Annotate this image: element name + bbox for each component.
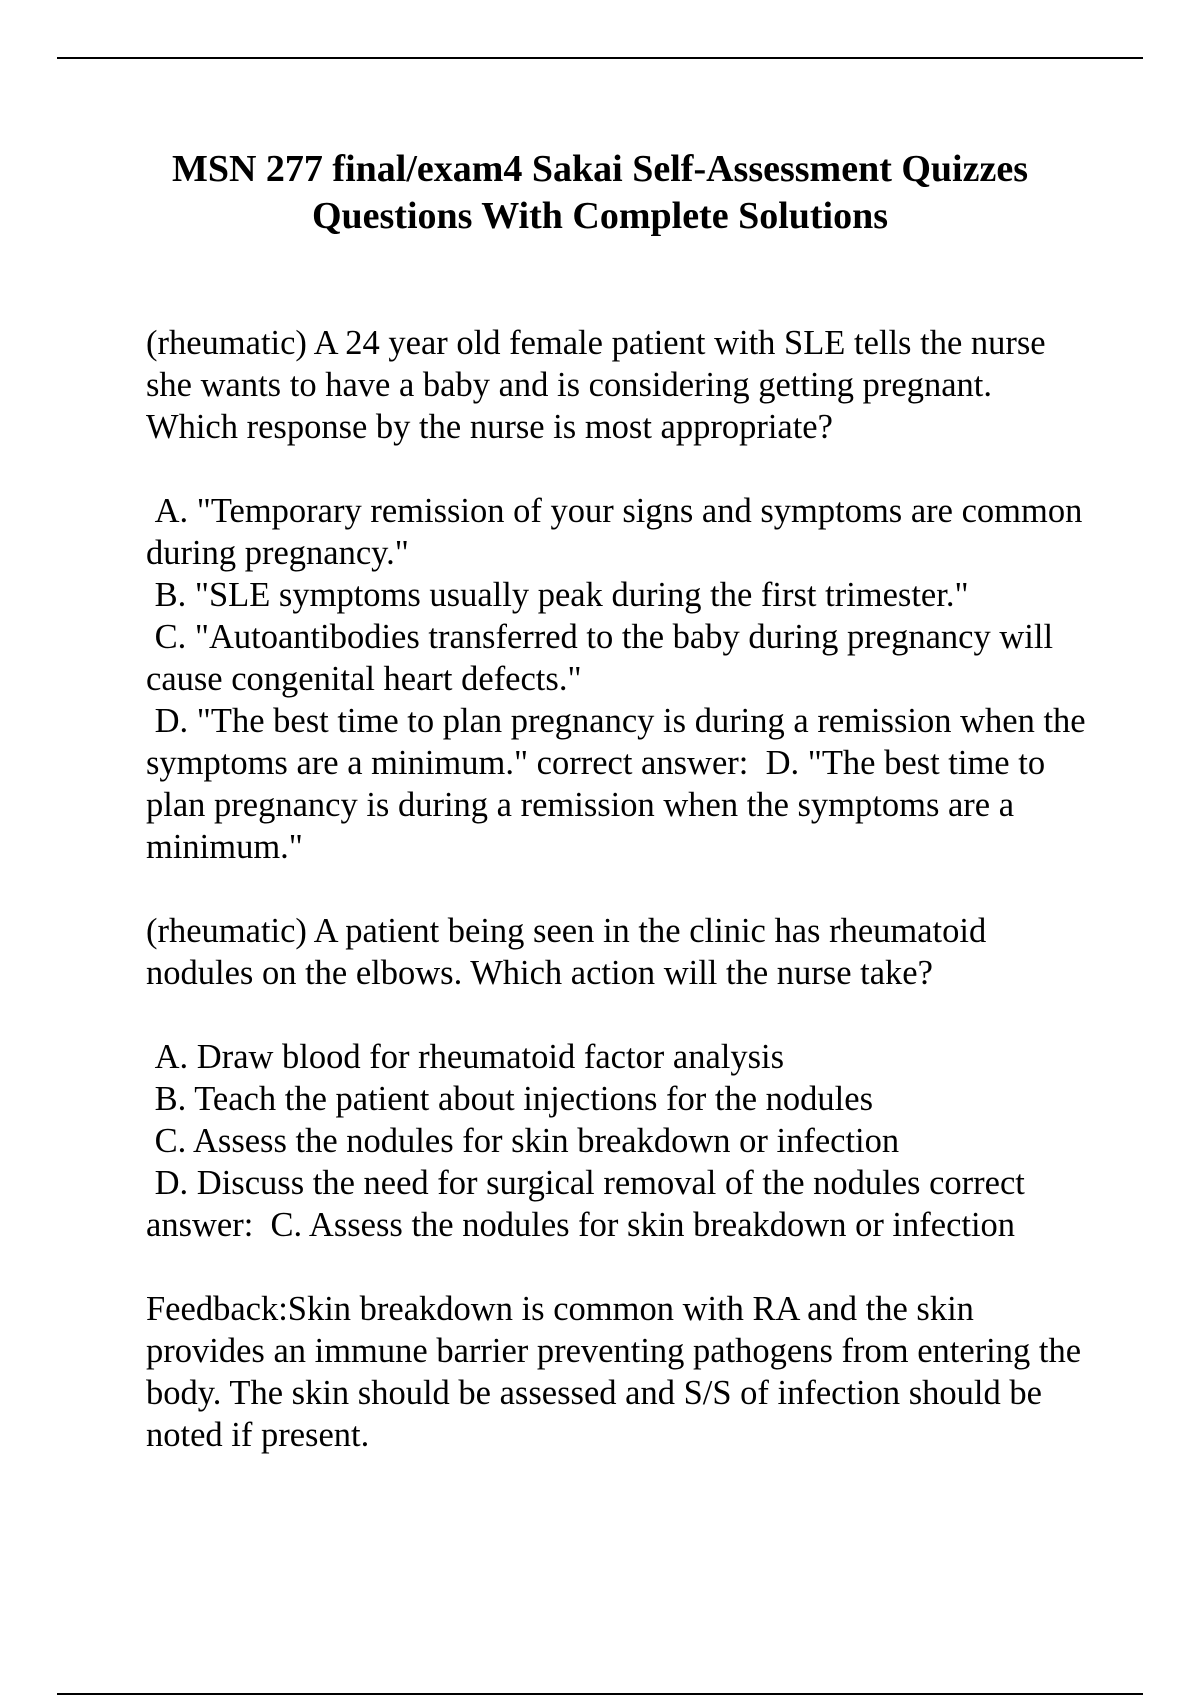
question-1-option-b: B. "SLE symptoms usually peak during the first trimester.": [146, 576, 969, 614]
document-title: [57, 146, 1143, 240]
title-line-1: MSN 277 final/exam4 Sakai Self-Assessment Quizzes: [171, 148, 1029, 190]
question-2-option-b: B. Teach the patient about injections for the nodules: [146, 1080, 874, 1118]
question-2-options: [146, 1036, 1091, 1246]
question-2-option-c: C. Assess the nodules for skin breakdown or infection: [146, 1122, 900, 1160]
document-body: [146, 322, 1095, 1498]
question-2: [146, 910, 1091, 994]
question-1: [146, 322, 1091, 448]
question-2-option-a: A. Draw blood for rheumatoid factor analysis: [146, 1038, 785, 1076]
question-1-option-c: C. "Autoantibodies transferred to the baby during pregnancy will cause congenital heart defects.": [146, 618, 1062, 698]
question-1-option-a: A. "Temporary remission of your signs and symptoms are common during pregnancy.": [146, 492, 1091, 572]
question-2-stem: (rheumatic) A patient being seen in the clinic has rheumatoid nodules on the elbows. Which action will the nurse take?: [146, 912, 995, 992]
question-1-option-d-answer: D. "The best time to plan pregnancy is during a remission when the symptoms are a minimum." correct answer: D. "The best time to plan pregnancy is during a remission when the symptoms are a minimum.": [146, 702, 1095, 866]
question-2-feedback: Feedback:Skin breakdown is common with RA and the skin provides an immune barrier preventing pathogens from entering the body. The skin should be assessed and S/S of infection should be noted if present.: [146, 1290, 1090, 1454]
question-2-option-d-answer: D. Discuss the need for surgical removal of the nodules correct answer: C. Assess the nodules for skin breakdown or infection: [146, 1164, 1034, 1244]
question-1-options: [146, 490, 1095, 868]
title-line-2: Questions With Complete Solutions: [311, 195, 889, 237]
top-rule: [57, 57, 1143, 59]
question-2-feedback-block: [146, 1288, 1091, 1456]
bottom-rule: [57, 1693, 1143, 1695]
question-1-stem: (rheumatic) A 24 year old female patient with SLE tells the nurse she wants to have a baby and is considering getting pregnant. Which response by the nurse is most appropriate?: [146, 324, 1055, 446]
